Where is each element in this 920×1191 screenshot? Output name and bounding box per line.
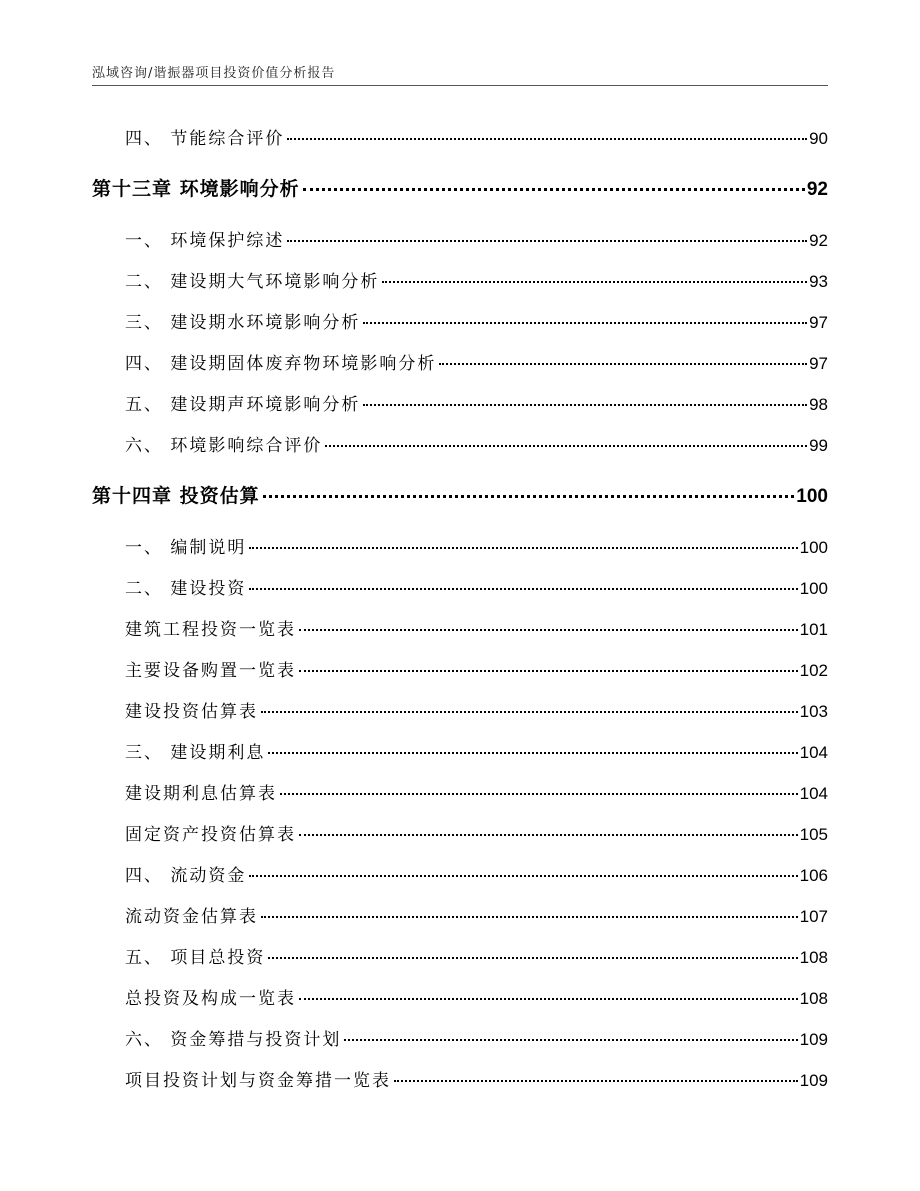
toc-entry[interactable] [125, 349, 828, 374]
toc-entry-label: 流动资金估算表 [125, 907, 258, 927]
toc-entry-label: 建设投资估算表 [125, 702, 258, 722]
toc-dot-leader [382, 281, 807, 283]
toc-entry-page: 100 [796, 486, 828, 507]
toc-entry-page: 109 [799, 1071, 828, 1090]
toc-entry-label: 三、 建设期利息 [125, 743, 266, 763]
toc-dot-leader [325, 445, 807, 447]
toc-chapter-entry[interactable] [92, 174, 828, 201]
header-rule [92, 85, 828, 86]
toc-entry[interactable] [125, 431, 828, 456]
toc-dot-leader [249, 875, 797, 877]
toc-entry-page: 102 [799, 661, 828, 680]
toc-entry-label: 项目投资计划与资金筹措一览表 [125, 1071, 391, 1091]
running-header: 泓域咨询/谐振器项目投资价值分析报告 [92, 66, 336, 81]
toc-entry[interactable] [125, 533, 828, 558]
toc-entry[interactable] [125, 943, 828, 968]
toc-dot-leader [363, 322, 807, 324]
toc-entry-label: 主要设备购置一览表 [125, 661, 296, 681]
toc-entry-label: 第十四章 投资估算 [92, 485, 260, 507]
toc-entry-label: 六、 环境影响综合评价 [125, 436, 323, 456]
toc-dot-leader [344, 1039, 797, 1041]
toc-entry-label: 五、 项目总投资 [125, 948, 266, 968]
toc-entry-page: 108 [799, 989, 828, 1008]
toc-dot-leader [299, 629, 798, 631]
toc-entry[interactable] [125, 1025, 828, 1050]
toc-entry-page: 107 [799, 907, 828, 926]
toc-entry-label: 第十三章 环境影响分析 [92, 178, 300, 200]
toc-entry-page: 92 [809, 231, 828, 250]
toc-entry[interactable] [125, 308, 828, 333]
toc-entry-page: 106 [799, 866, 828, 885]
toc-entry[interactable] [125, 902, 828, 927]
toc-entry-label: 总投资及构成一览表 [125, 989, 296, 1009]
toc-entry-label: 二、 建设投资 [125, 579, 247, 599]
toc-entry-page: 98 [809, 395, 828, 414]
toc-entry-page: 92 [806, 179, 828, 200]
toc-entry-page: 108 [799, 948, 828, 967]
toc-dot-leader [268, 957, 797, 959]
toc-entry-label: 建设期利息估算表 [125, 784, 277, 804]
toc-entry[interactable] [125, 615, 828, 640]
toc-entry[interactable] [125, 124, 828, 149]
toc-dot-leader [299, 998, 798, 1000]
toc-entry[interactable] [125, 697, 828, 722]
toc-chapter-entry[interactable] [92, 481, 828, 508]
toc-entry-label: 三、 建设期水环境影响分析 [125, 313, 361, 333]
toc-entry-page: 97 [809, 313, 828, 332]
toc-dot-leader [394, 1080, 798, 1082]
toc-entry-label: 建筑工程投资一览表 [125, 620, 296, 640]
toc-entry-page: 93 [809, 272, 828, 291]
toc-entry-label: 六、 资金筹措与投资计划 [125, 1030, 342, 1050]
toc-dot-leader [287, 240, 807, 242]
toc-entry-page: 104 [799, 784, 828, 803]
toc-entry-label: 四、 流动资金 [125, 866, 247, 886]
toc-entry-label: 固定资产投资估算表 [125, 825, 296, 845]
toc-dot-leader [303, 188, 805, 191]
toc-entry-page: 90 [809, 129, 828, 148]
toc-dot-leader [249, 588, 797, 590]
toc-entry[interactable] [125, 820, 828, 845]
toc-dot-leader [280, 793, 798, 795]
toc-entry-label: 一、 编制说明 [125, 538, 247, 558]
toc-entry-label: 二、 建设期大气环境影响分析 [125, 272, 380, 292]
toc-entry[interactable] [125, 267, 828, 292]
toc-dot-leader [268, 752, 797, 754]
toc-entry[interactable] [125, 779, 828, 804]
toc-entry[interactable] [125, 390, 828, 415]
toc-dot-leader [287, 138, 807, 140]
toc-entry[interactable] [125, 574, 828, 599]
toc-entry-page: 103 [799, 702, 828, 721]
toc-dot-leader [261, 711, 798, 713]
toc-entry-page: 97 [809, 354, 828, 373]
toc-entry[interactable] [125, 656, 828, 681]
toc-dot-leader [363, 404, 807, 406]
toc-entry-label: 四、 节能综合评价 [125, 129, 285, 149]
toc-entry[interactable] [125, 738, 828, 763]
toc-entry-label: 五、 建设期声环境影响分析 [125, 395, 361, 415]
toc-entry-label: 四、 建设期固体废弃物环境影响分析 [125, 354, 437, 374]
toc-dot-leader [261, 916, 798, 918]
toc-entry-label: 一、 环境保护综述 [125, 231, 285, 251]
toc-dot-leader [263, 495, 795, 498]
toc-entry-page: 101 [799, 620, 828, 639]
toc-entry[interactable] [125, 226, 828, 251]
toc-entry-page: 109 [799, 1030, 828, 1049]
toc-entry-page: 104 [799, 743, 828, 762]
toc-dot-leader [249, 547, 797, 549]
toc-entry-page: 99 [809, 436, 828, 455]
toc-dot-leader [299, 670, 798, 672]
toc-entry[interactable] [125, 861, 828, 886]
toc-entry[interactable] [125, 984, 828, 1009]
toc-entry-page: 105 [799, 825, 828, 844]
toc-dot-leader [439, 363, 807, 365]
toc-entry[interactable] [125, 1066, 828, 1091]
toc-dot-leader [299, 834, 798, 836]
toc-entry-page: 100 [799, 579, 828, 598]
toc-entry-page: 100 [799, 538, 828, 557]
